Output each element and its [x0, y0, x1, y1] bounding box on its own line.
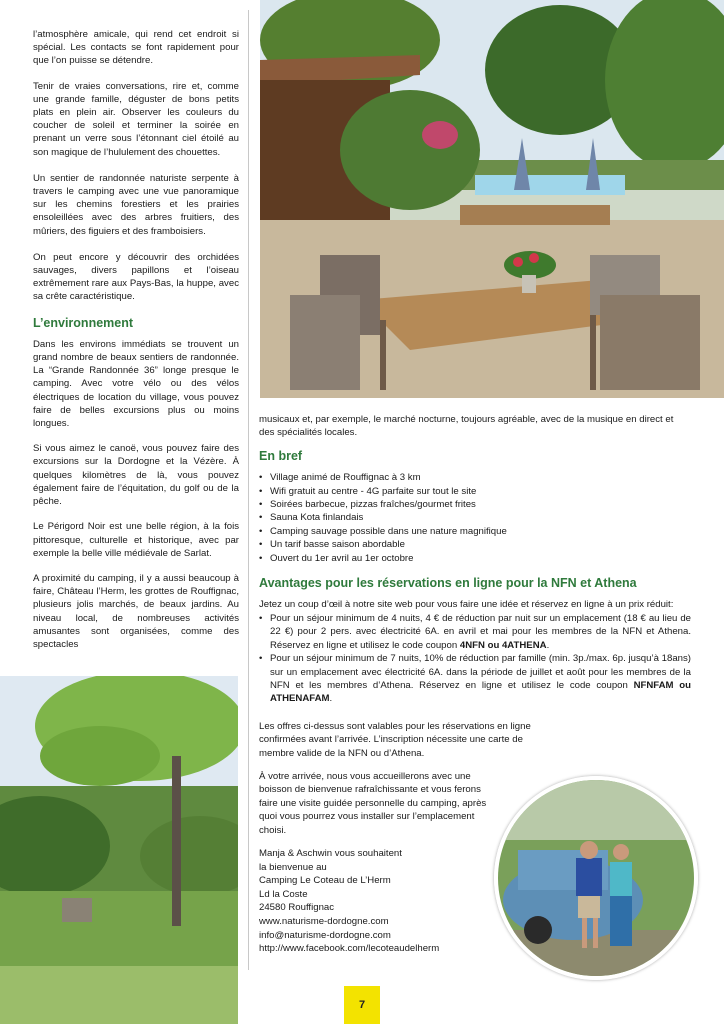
paragraph-canoe: Si vous aimez le canoë, vous pouvez faire des excursions sur la Dordogne et la Vézère. À quelques kilomètres de là, vous pouvez également faire de l’équitation, du golf ou de la pêche. — [33, 443, 239, 508]
paragraph-atmosphere: l’atmosphère amicale, qui rend cet endroit si spécial. Les contacts se font rapidement pour que l’on puisse se détendre. — [33, 29, 239, 67]
paragraph-randonnee: Dans les environs immédiats se trouvent un grand nombre de beaux sentiers de randonnée. La “Grande Randonnée 36” longe presque le camping. Avec votre vélo ou des vélos électriques de location du village, vous pouvez faire de belles excursions plus ou moins longues. — [33, 338, 239, 430]
paragraph-hiking-trail: Un sentier de randonnée naturiste serpente à travers le camping avec une vue panoramique sur les chemins forestiers et les prairies ensoleillées avec des arbres fruitiers, des mûriers, des figuiers et des framboisiers. — [33, 172, 239, 237]
offer-item — [259, 652, 691, 706]
sign-line: Manja & Aschwin vous souhaitent — [259, 847, 402, 859]
list-item: • Ouvert du 1er avril au 1er octobre — [259, 552, 691, 565]
column-divider — [248, 10, 249, 970]
paragraph-proximite: A proximité du camping, il y a aussi beaucoup à faire, Château l’Herm, les grottes de Rouffignac, plusieurs jolis marchés, de beaux jardins. Au niveau local, de nombreuses activités amusantes sont organisées, comme des spectacles — [33, 572, 239, 650]
couple-photo — [494, 776, 698, 980]
paragraph-validity: Les offres ci-dessus sont valables pour les réservations en ligne confirmées avant l’arrivée. L’inscription nécessite une carte de membre valide de la NFN ou d’Athena. — [259, 720, 531, 759]
signature-address — [259, 847, 489, 956]
heading-en-bref: En bref — [259, 448, 303, 463]
coupon-code: NFNFAM ou ATHENAFAM — [270, 679, 691, 705]
offer-text: Pour un séjour minimum de 7 nuits, 10% de réduction par famille (min. 3p./max. 6p. jusqu’à 18ans) sur un emplacement avec électricité 6A. dans la période de juillet et août pour les membres de la NFN et les membres d’Athena. Réservez en ligne et utilisez le code coupon — [270, 653, 691, 691]
offer-end: . — [546, 639, 550, 651]
list-item: • Village animé de Rouffignac à 3 km — [259, 471, 691, 484]
heading-environnement: L’environnement — [33, 315, 134, 330]
paragraph-perigord: Le Périgord Noir est une belle région, à la fois pittoresque, culturelle et historique, avec par exemple la belle ville médiévale de Sarlat. — [33, 521, 239, 559]
email-link[interactable]: info@naturisme-dordogne.com — [259, 929, 391, 941]
list-item: • Soirées barbecue, pizzas fraîches/gourmet frites — [259, 498, 691, 511]
sign-line: Ld la Coste — [259, 888, 308, 900]
paragraph-avantages-intro: Jetez un coup d’œil à notre site web pour vous faire une idée et réservez en ligne à un prix réduit: — [259, 599, 674, 611]
heading-avantages: Avantages pour les réservations en ligne pour la NFN et Athena — [259, 576, 637, 591]
list-item: • Un tarif basse saison abordable — [259, 538, 691, 551]
offer-item — [259, 612, 691, 652]
left-text-column — [33, 28, 239, 663]
meadow-photo — [0, 676, 238, 1024]
list-item: • Sauna Kota finlandais — [259, 511, 691, 524]
paragraph-continuation: musicaux et, par exemple, le marché nocturne, toujours agréable, avec de la musique en direct et des spécialités locales. — [259, 414, 674, 439]
paragraph-arrival: À votre arrivée, nous vous accueillerons avec une boisson de bienvenue rafraîchissante et vous ferons faire une visite guidée personnelle du camping, après quoi vous pourrez vous installer sur l’emplacement choisi. — [259, 770, 487, 836]
offer-text: Pour un séjour minimum de 4 nuits, 4 € de réduction par nuit sur un emplacement (18 € au lieu de 22 €) pour 2 pers. avec électricité 6A. en avril et mai pour les membres de la NFN et Athena. Réservez en ligne et utilisez le code coupon — [270, 612, 691, 651]
paragraph-conversations: Tenir de vraies conversations, rire et, comme une grande famille, déguster de bons petits plats en plein air. Observer les couleurs du coucher de soleil et terminer la soirée en prenant un verre sous l’étonnant ciel étoilé au son magique de l’hululement des chouettes. — [33, 80, 239, 158]
paragraph-orchids: On peut encore y découvrir des orchidées sauvages, divers papillons et l’oiseau extrêmement rare aux Pays-Bas, la huppe, avec sa crête caractéristique. — [33, 251, 239, 303]
sign-line: la bienvenue au — [259, 861, 327, 873]
en-bref-list — [259, 471, 691, 565]
facebook-link[interactable]: http://www.facebook.com/lecoteaudelherm — [259, 943, 440, 955]
terrace-photo — [260, 0, 724, 398]
coupon-code: 4NFN ou 4ATHENA — [459, 639, 547, 651]
website-link[interactable]: www.naturisme-dordogne.com — [259, 915, 389, 927]
offer-end: . — [329, 693, 333, 705]
list-item: • Camping sauvage possible dans une nature magnifique — [259, 525, 691, 538]
sign-line: 24580 Rouffignac — [259, 902, 335, 914]
offers-list — [259, 612, 691, 706]
list-item: • Wifi gratuit au centre - 4G parfaite sur tout le site — [259, 485, 691, 498]
page-number: 7 — [344, 986, 380, 1024]
sign-line: Camping Le Coteau de L’Herm — [259, 875, 391, 887]
